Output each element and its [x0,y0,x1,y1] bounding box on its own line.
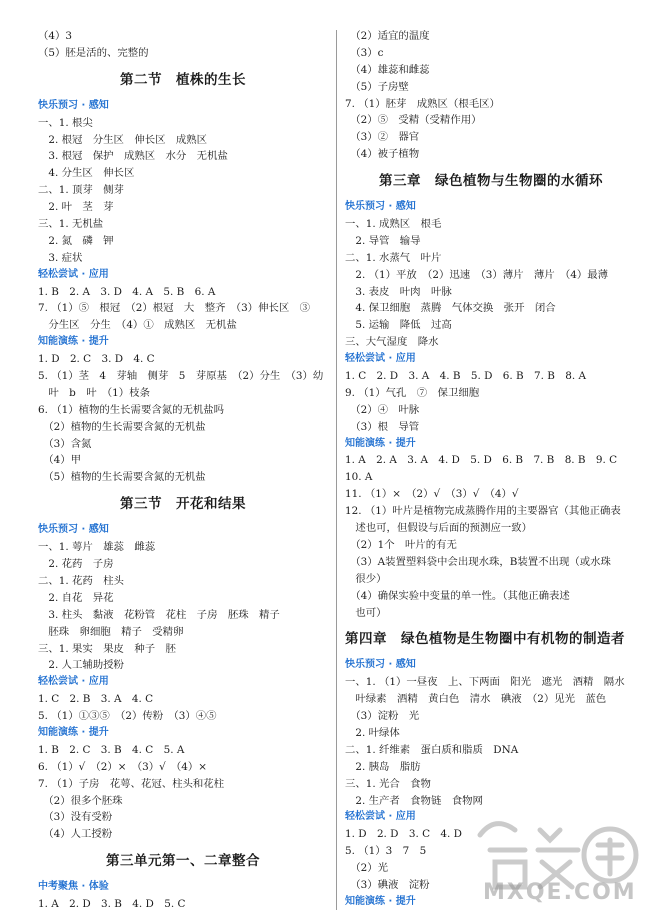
right-column [345,28,637,911]
answer-line: 7. （1）⑤ 根冠 （2）根冠 大 整齐 （3）伸长区 ③ [38,302,311,315]
answer-line: 2. 自花 异花 [38,591,114,604]
subsection-header: 轻松尝试 · 应用 [345,811,416,823]
answer-line: 5. 运输 降低 过高 [345,319,452,332]
answer-line: 三、1. 无机盐 [38,218,104,231]
answer-line: 1. C 2. D 3. A 4. B 5. D 6. B 7. B 8. A [345,370,586,383]
answer-line: 二、1. 水蒸气 叶片 [345,251,442,264]
answer-line: 3. 症状 [38,251,83,264]
answer-line: 一、1. 根尖 [38,116,93,129]
answer-line: （5）胚是活的、完整的 [38,46,149,59]
subsection-header: 轻松尝试 · 应用 [345,353,416,365]
answer-line: 6. （1）植物的生长需要含氮的无机盐吗 [38,403,225,416]
answer-line: 叶绿素 酒精 黄白色 清水 碘液 （2）见光 蓝色 [345,693,607,706]
answer-line: 1. C 2. B 3. A 4. C [38,693,154,706]
column-divider [336,30,337,910]
answer-line: 2. 导管 输导 [345,234,421,247]
answer-line: （2）植物的生长需要含氮的无机盐 [38,420,206,433]
answer-line: 2. 根冠 分生区 伸长区 成熟区 [38,133,208,146]
subsection-header: 知能演练 · 提升 [345,895,416,907]
answer-line: 3. 表皮 叶肉 叶脉 [345,285,452,298]
answer-line: 5. （1）3 7 5 [345,845,427,858]
subsection-header: 知能演练 · 提升 [38,726,109,738]
answer-line: （4）人工授粉 [38,828,113,841]
answer-line: 一、1. （1）一昼夜 上、下两面 阳光 遮光 酒精 隔水 [345,676,625,689]
answer-line: 1. A 2. A 3. A 4. D 5. D 6. B 7. B 8. B 9. C [345,454,618,467]
subsection-header: 快乐预习 · 感知 [345,201,416,213]
answer-line: 4. 分生区 伸长区 [38,167,135,180]
answer-line: （4）雄蕊和雌蕊 [345,63,430,76]
answer-line: 2. 氮 磷 钾 [38,234,114,247]
answer-line: 9. （1）气孔 ⑦ 保卫细胞 [345,386,480,399]
left-column [38,28,328,913]
subsection-header: 知能演练 · 提升 [38,336,109,348]
answer-line: （2）适宜的温度 [345,30,430,42]
answer-line: 很少） [345,572,387,585]
answer-line: 1. D 2. D 3. C 4. D [345,828,462,841]
answer-line: 1. B 2. A 3. D 4. A 5. B 6. A [38,285,216,298]
answer-line: 2. 花药 子房 [38,558,114,571]
answer-line: 胚珠 卵细胞 精子 受精卵 [38,625,184,638]
answer-line: （3）c [345,46,384,59]
answer-line: 2. 叶绿体 [345,726,400,739]
answer-line: 1. B 2. C 3. B 4. C 5. A [38,743,185,756]
answer-line: （3）没有受粉 [38,811,113,824]
answer-line: 4. 保卫细胞 蒸腾 气体交换 张开 闭合 [345,302,556,315]
answer-line: （2）很多个胚珠 [38,794,123,807]
answer-line: （3）淀粉 光 [345,710,420,723]
answer-line: （5）植物的生长需要含氮的无机盐 [38,471,206,484]
subsection-header: 快乐预习 · 感知 [38,99,109,111]
answer-line: 11. （1）× （2）√ （3）√ （4）√ [345,488,519,501]
answer-line: （4）3 [38,30,73,42]
answer-line: 2. 胰岛 脂肪 [345,760,421,773]
answer-line: 二、1. 纤维素 蛋白质和脂质 DNA [345,743,519,756]
answer-line: 7. （1）胚芽 成熟区（根毛区） [345,97,500,110]
answer-line: 分生区 分生 （4）① 成熟区 无机盐 [38,319,237,332]
answer-line: （2）1个 叶片的有无 [345,538,457,551]
answer-line: （3）② 器官 [345,131,420,144]
answer-line: 2. 人工辅助授粉 [38,659,124,672]
answer-line: （2）④ 叶脉 [345,403,420,416]
answer-line: 12. （1）叶片是植物完成蒸腾作用的主要器官（其他正确表 [345,505,621,518]
answer-line: 7. （1）子房 花萼、花冠、柱头和花柱 [38,777,225,790]
answer-line: 一、1. 萼片 雄蕊 雌蕊 [38,541,156,554]
answer-line: 5. （1）茎 4 芽轴 侧芽 5 芽原基 （2）分生 （3）幼 [38,370,324,383]
answer-line: （3）碘液 淀粉 [345,878,430,891]
section-title: 第三单元第一、二章整合 [106,853,260,870]
answer-line: 1. A 2. D 3. B 4. D 5. C [38,898,186,911]
section-title: 第三章 绿色植物与生物圈的水循环 [379,173,603,190]
answer-line: （4）被子植物 [345,148,420,161]
answer-line: 二、1. 花药 柱头 [38,574,124,587]
answer-line: 述也可，但假设与后面的预测应一致） [345,522,533,535]
answer-line: （2）⑤ 受精（受精作用） [345,114,482,127]
answer-line: 3. 根冠 保护 成熟区 水分 无机盐 [38,150,228,163]
section-title: 第三节 开花和结果 [120,496,246,513]
answer-line: （5）子房壁 [345,80,409,93]
answer-line: （2）光 [345,862,388,875]
subsection-header: 轻松尝试 · 应用 [38,676,109,688]
answer-line: 1. D 2. C 3. D 4. C [38,353,155,366]
answer-line: 三、大气湿度 降水 [345,336,439,349]
answer-line: （3）含氮 [38,437,92,450]
answer-line: 三、1. 果实 果皮 种子 胚 [38,642,176,655]
section-title: 第四章 绿色植物是生物圈中有机物的制造者 [345,631,625,648]
subsection-header: 快乐预习 · 感知 [345,659,416,671]
answer-line: （4）确保实验中变量的单一性。（其他正确表述 [345,589,570,602]
answer-line: 一、1. 成熟区 根毛 [345,218,442,231]
subsection-header: 知能演练 · 提升 [345,437,416,449]
answer-line: 也可） [345,606,387,619]
answer-line: （3）A装置塑料袋中会出现水珠，B装置不出现（或水珠 [345,555,611,568]
answer-line: 2. 叶 茎 芽 [38,201,114,214]
watermark-text: MXQE.COM [483,880,637,905]
answer-line: 3. 柱头 黏液 花粉管 花柱 子房 胚珠 精子 [38,608,280,621]
answer-line: 6. （1）√ （2）× （3）√ （4）× [38,760,208,773]
subsection-header: 轻松尝试 · 应用 [38,268,109,280]
answer-line: 三、1. 光合 食物 [345,777,431,790]
answer-line: 10. A [345,471,373,484]
answer-line: 二、1. 顶芽 侧芽 [38,184,124,197]
answer-line: 2. 生产者 食物链 食物网 [345,794,483,807]
subsection-header: 快乐预习 · 感知 [38,524,109,536]
answer-line: 2. （1）平放 （2）迅速 （3）薄片 薄片 （4）最薄 [345,268,609,281]
answer-line: 叶 b 叶 （1）枝条 [38,386,150,399]
subsection-header: 中考聚焦 · 体验 [38,881,109,893]
section-title: 第二节 植株的生长 [120,71,246,88]
answer-line: 5. （1）①③⑤ （2）传粉 （3）④⑤ [38,710,217,723]
answer-line: （3）根 导管 [345,420,420,433]
answer-line: （4）甲 [38,454,81,467]
